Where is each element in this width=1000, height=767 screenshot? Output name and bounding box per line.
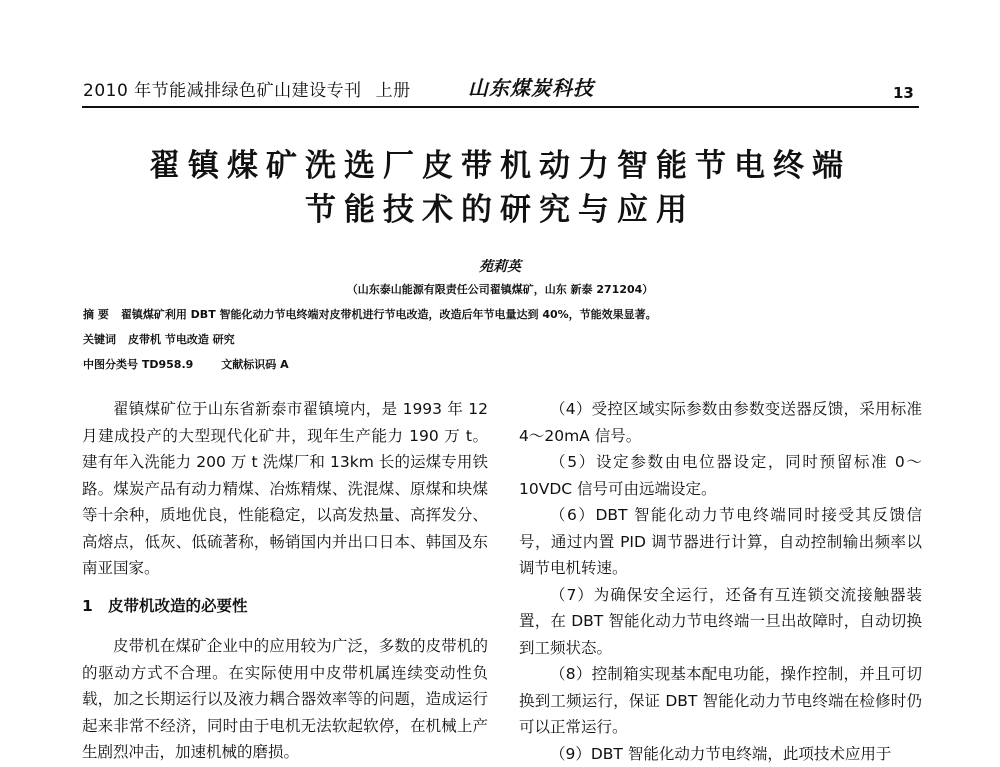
doc-code-value: A xyxy=(280,358,289,371)
section-heading xyxy=(82,593,488,620)
abstract xyxy=(83,306,657,322)
body-paragraph: 皮带机在煤矿企业中的应用较为广泛，多数的皮带机的的驱动方式不合理。在实际使用中皮带机属连续变动性负载，加之长期运行以及液力耦合器效率等的问题，造成运行起来非常不经济，同时由于电机无法软起软停，在机械上产生剧烈冲击，加速机械的磨损。 xyxy=(82,633,488,766)
article-title-line-1: 翟镇煤矿洗选厂皮带机动力智能节电终端 xyxy=(0,140,1000,185)
clc-value: TD958.9 xyxy=(142,358,193,371)
list-item-5: （5）设定参数由电位器设定，同时预留标准 0～10VDC 信号可由远端设定。 xyxy=(519,449,922,502)
keywords-label: 关键词 xyxy=(83,333,116,346)
journal-logo: 山东煤炭科技 xyxy=(468,72,594,101)
body-paragraph: 翟镇煤矿位于山东省新泰市翟镇境内，是 1993 年 12 月建成投产的大型现代化矿井，现年生产能力 190 万 t。建有年入洗能力 200 万 t 洗煤厂和 13km 长的运煤专用铁路。煤炭产品有动力精煤、冶炼精煤、洗混煤、原煤和块煤等十余种，质地优良，性能稳定，以高发热量、高挥发分、高熔点，低灰、低硫著称，畅销国内并出口日本、韩国及东南亚国家。 xyxy=(82,396,488,582)
list-item-6: （6）DBT 智能化动力节电终端同时接受其反馈信号，通过内置 PID 调节器进行计算，自动控制输出频率以调节电机转速。 xyxy=(519,502,922,582)
clc-label: 中图分类号 xyxy=(83,358,138,371)
keywords-text: 皮带机 节电改造 研究 xyxy=(128,333,235,346)
keywords xyxy=(83,331,235,347)
abstract-label: 摘 要 xyxy=(83,308,109,321)
classification xyxy=(83,356,289,372)
list-item-8: （8）控制箱实现基本配电功能，操作控制，并且可切换到工频运行，保证 DBT 智能化动力节电终端在检修时仍可以正常运行。 xyxy=(519,661,922,741)
page-number: 13 xyxy=(893,84,914,102)
author-affiliation: （山东泰山能源有限责任公司翟镇煤矿，山东 新泰 271204） xyxy=(0,281,1000,297)
left-column xyxy=(82,396,488,766)
author-name: 苑莉英 xyxy=(0,256,1000,276)
running-header xyxy=(83,76,411,101)
list-item-4: （4）受控区域实际参数由参数变送器反馈，采用标准 4～20mA 信号。 xyxy=(519,396,922,449)
list-item-7: （7）为确保安全运行，还备有互连锁交流接触器装置，在 DBT 智能化动力节电终端一旦出故障时，自动切换到工频状态。 xyxy=(519,582,922,662)
header-divider xyxy=(82,106,919,108)
doc-code-label: 文献标识码 xyxy=(221,358,276,371)
volume-label: 上册 xyxy=(376,81,411,101)
article-title-line-2: 节能技术的研究与应用 xyxy=(0,184,1000,229)
list-item-9: （9）DBT 智能化动力节电终端，此项技术应用于 xyxy=(519,741,922,767)
section-number: 1 xyxy=(82,593,108,620)
issue-title: 2010 年节能减排绿色矿山建设专刊 xyxy=(83,81,362,101)
right-column xyxy=(519,396,922,767)
section-title: 皮带机改造的必要性 xyxy=(108,597,248,615)
abstract-text: 翟镇煤矿利用 DBT 智能化动力节电终端对皮带机进行节电改造，改造后年节电量达到 40%，节能效果显著。 xyxy=(121,308,657,321)
